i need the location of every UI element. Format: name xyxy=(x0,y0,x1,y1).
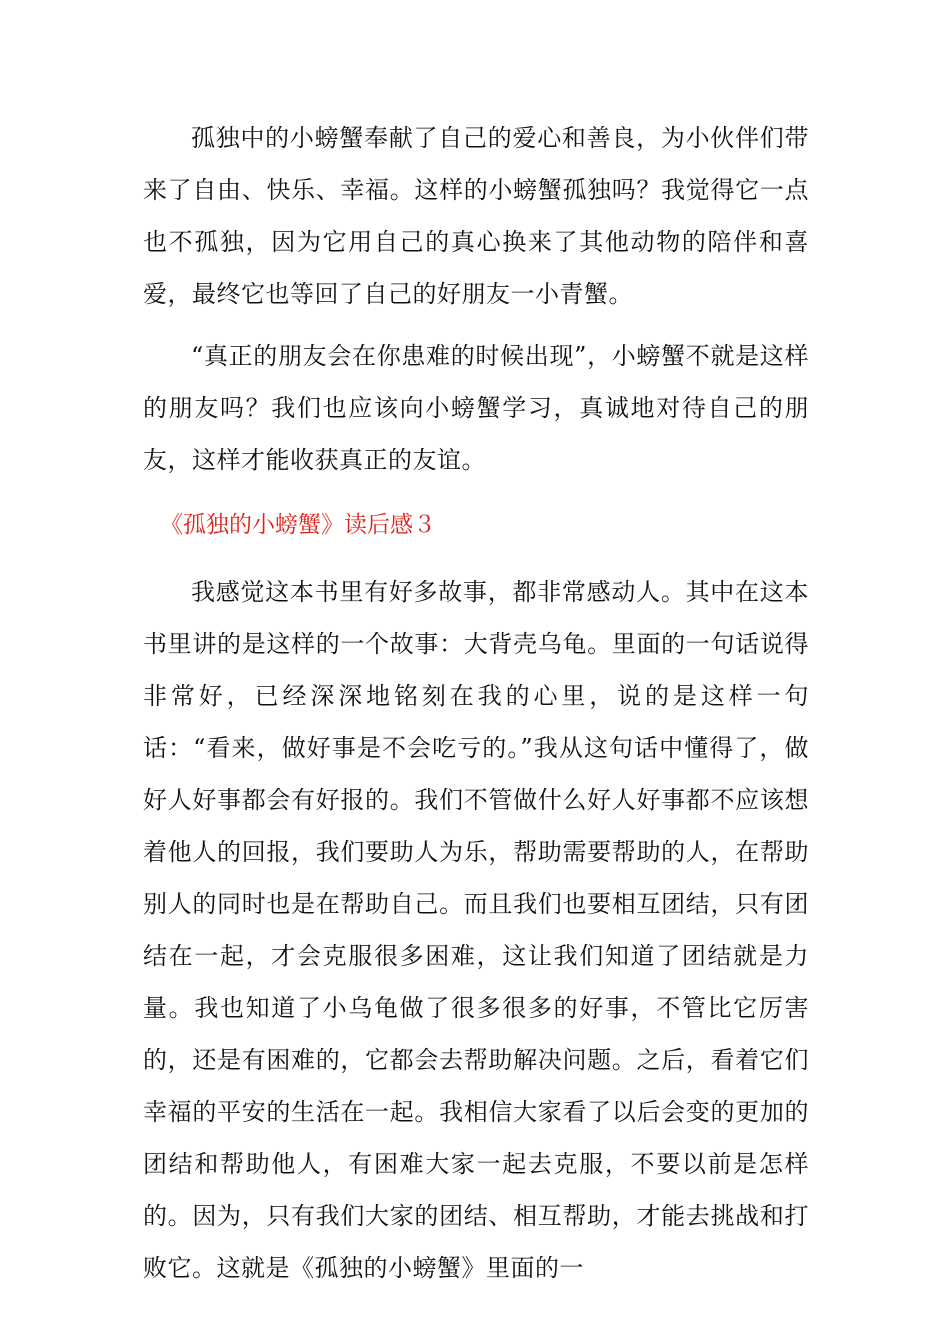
paragraph-1: 孤独中的小螃蟹奉献了自己的爱心和善良，为小伙伴们带来了自由、快乐、幸福。这样的小螃蟹孤独吗？我觉得它一点也不孤独，因为它用自己的真心换来了其他动物的陪伴和喜爱，最终它也等回了自己的好朋友一小青蟹。 xyxy=(143,124,809,308)
section-heading: 《孤独的小螃蟹》读后感３ xyxy=(160,512,436,538)
paragraph-3: 我感觉这本书里有好多故事，都非常感动人。其中在这本书里讲的是这样的一个故事：大背壳乌龟。里面的一句话说得非常好，已经深深地铭刻在我的心里，说的是这样一句话：“看来，做好事是不会吃亏的。”我从这句话中懂得了，做好人好事都会有好报的。我们不管做什么好人好事都不应该想着他人的回报，我们要助人为乐，帮助需要帮助的人，在帮助别人的同时也是在帮助自己。而且我们也要相互团结，只有团结在一起，才会克服很多困难，这让我们知道了团结就是力量。我也知道了小乌龟做了很多很多的好事，不管比它厉害的，还是有困难的，它都会去帮助解决问题。之后，看着它们幸福的平安的生活在一起。我相信大家看了以后会变的更加的团结和帮助他人，有困难大家一起去克服，不要以前是怎样的。因为，只有我们大家的团结、相互帮助，才能去挑战和打败它。这就是《孤独的小螃蟹》里面的一 xyxy=(143,578,809,1282)
paragraph-2: “真正的朋友会在你患难的时候出现”，小螃蟹不就是这样的朋友吗？我们也应该向小螃蟹学习，真诚地对待自己的朋友，这样才能收获真正的友谊。 xyxy=(143,342,809,474)
